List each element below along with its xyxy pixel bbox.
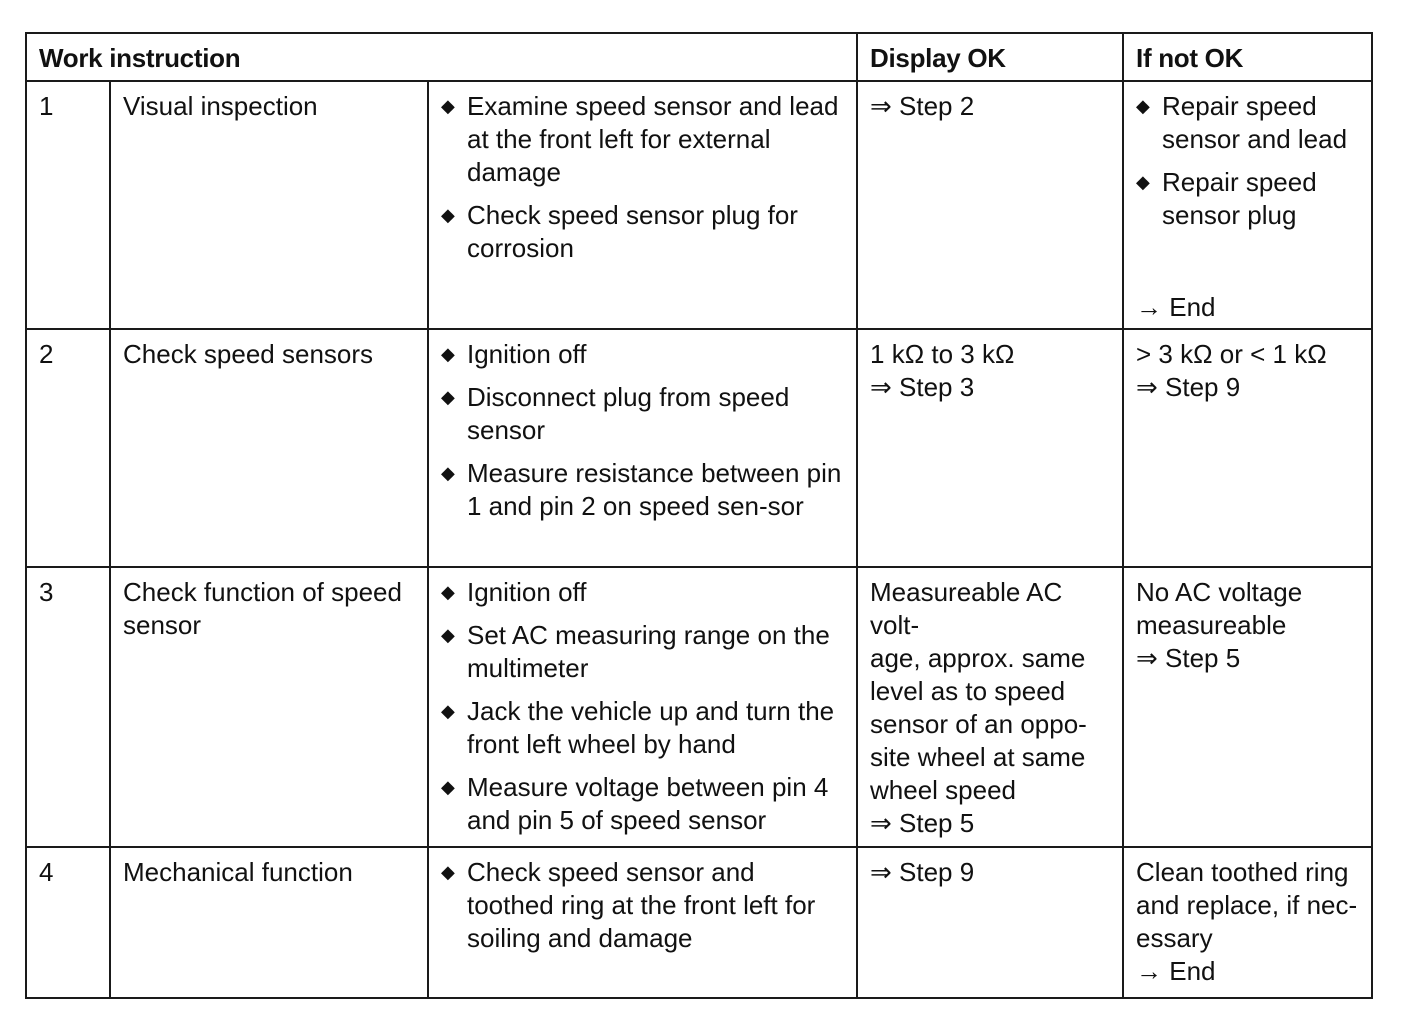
list-item [429,90,846,189]
action-text: Check speed sensor and toothed ring at the front left for soiling and damage [467,857,816,953]
display-ok-text: level as to speed [870,676,1066,706]
list-item [429,856,846,955]
action-text: Set AC measuring range on the multimeter [467,620,830,683]
display-ok-text: Measureable AC volt- [870,577,1063,640]
display-ok-text: site wheel at same [870,742,1086,772]
display-ok-text: 1 kΩ to 3 kΩ [870,339,1015,369]
display-ok-cell [858,848,1122,895]
if-not-ok-cell [1124,330,1371,410]
list-item [429,338,846,371]
step-number: 1 [39,91,54,121]
step-title: Check speed sensors [123,339,374,369]
step-number: 2 [39,339,54,369]
diamond-bullet-icon: ◆ [441,777,455,797]
if-not-ok-text: → End [1136,956,1216,986]
remedy-text: Repair speed sensor and lead [1162,91,1348,154]
display-ok-text: sensor of an oppo- [870,709,1087,739]
if-not-ok-end: → End [1136,292,1216,322]
diamond-bullet-icon: ◆ [441,701,455,721]
if-not-ok-cell [1124,568,1371,681]
header-row [26,33,1372,81]
if-not-ok-text: No AC voltage [1136,577,1303,607]
list-item [429,619,846,685]
action-text: Ignition off [467,577,587,607]
header-display-ok: Display OK [857,33,1123,81]
step-number: 4 [39,857,54,887]
diamond-bullet-icon: ◆ [441,862,455,882]
diamond-bullet-icon: ◆ [441,344,455,364]
step-number: 3 [39,577,54,607]
table-row [26,81,1372,329]
header-work-instruction: Work instruction [26,33,857,81]
if-not-ok-cell [1124,848,1371,994]
list-item [429,381,846,447]
display-ok-text: age, approx. same [870,643,1086,673]
if-not-ok-text: essary [1136,923,1213,953]
diamond-bullet-icon: ◆ [441,582,455,602]
action-text: Measure voltage between pin 4 and pin 5 of speed sensor [467,772,829,835]
list-item [1124,90,1361,156]
action-list [429,856,846,955]
list-item [429,199,846,265]
list-item [1124,166,1361,232]
action-text: Measure resistance between pin 1 and pin 2 on speed sen-sor [467,458,842,521]
action-text: Disconnect plug from speed sensor [467,382,790,445]
step-title: Mechanical function [123,857,353,887]
step-title: Visual inspection [123,91,318,121]
diamond-bullet-icon: ◆ [441,387,455,407]
display-ok-cell [858,82,1122,129]
work-instruction-table [25,32,1373,999]
action-list [429,338,846,523]
display-ok-cell [858,568,1122,846]
if-not-ok-text: and replace, if nec- [1136,890,1358,920]
action-list [429,90,846,265]
header-if-not-ok: If not OK [1123,33,1372,81]
action-text: Jack the vehicle up and turn the front left wheel by hand [467,696,835,759]
display-ok-cell [858,330,1122,410]
list-item [429,771,846,837]
display-ok-text: ⇒ Step 9 [870,857,975,887]
diamond-bullet-icon: ◆ [1136,172,1150,192]
list-item [429,695,846,761]
remedy-list [1124,90,1361,232]
step-title: Check function of speed sensor [123,577,402,640]
if-not-ok-text: Clean toothed ring [1136,857,1349,887]
if-not-ok-text: measureable [1136,610,1287,640]
diamond-bullet-icon: ◆ [441,205,455,225]
table-row [26,847,1372,998]
diamond-bullet-icon: ◆ [441,625,455,645]
table-row [26,567,1372,847]
list-item [429,457,846,523]
list-item [429,576,846,609]
action-list [429,576,846,837]
if-not-ok-cell [1124,82,1371,238]
diamond-bullet-icon: ◆ [1136,96,1150,116]
diamond-bullet-icon: ◆ [441,463,455,483]
action-text: Check speed sensor plug for corrosion [467,200,798,263]
diamond-bullet-icon: ◆ [441,96,455,116]
action-text: Ignition off [467,339,587,369]
if-not-ok-text: > 3 kΩ or < 1 kΩ [1136,339,1327,369]
display-ok-text: ⇒ Step 3 [870,372,975,402]
remedy-text: Repair speed sensor plug [1162,167,1317,230]
display-ok-text: wheel speed [870,775,1017,805]
if-not-ok-text: ⇒ Step 9 [1136,372,1241,402]
if-not-ok-text: ⇒ Step 5 [1136,643,1241,673]
action-text: Examine speed sensor and lead at the front left for external damage [467,91,839,187]
display-ok-text: ⇒ Step 5 [870,808,975,838]
table-row [26,329,1372,567]
display-ok-text: ⇒ Step 2 [870,91,975,121]
